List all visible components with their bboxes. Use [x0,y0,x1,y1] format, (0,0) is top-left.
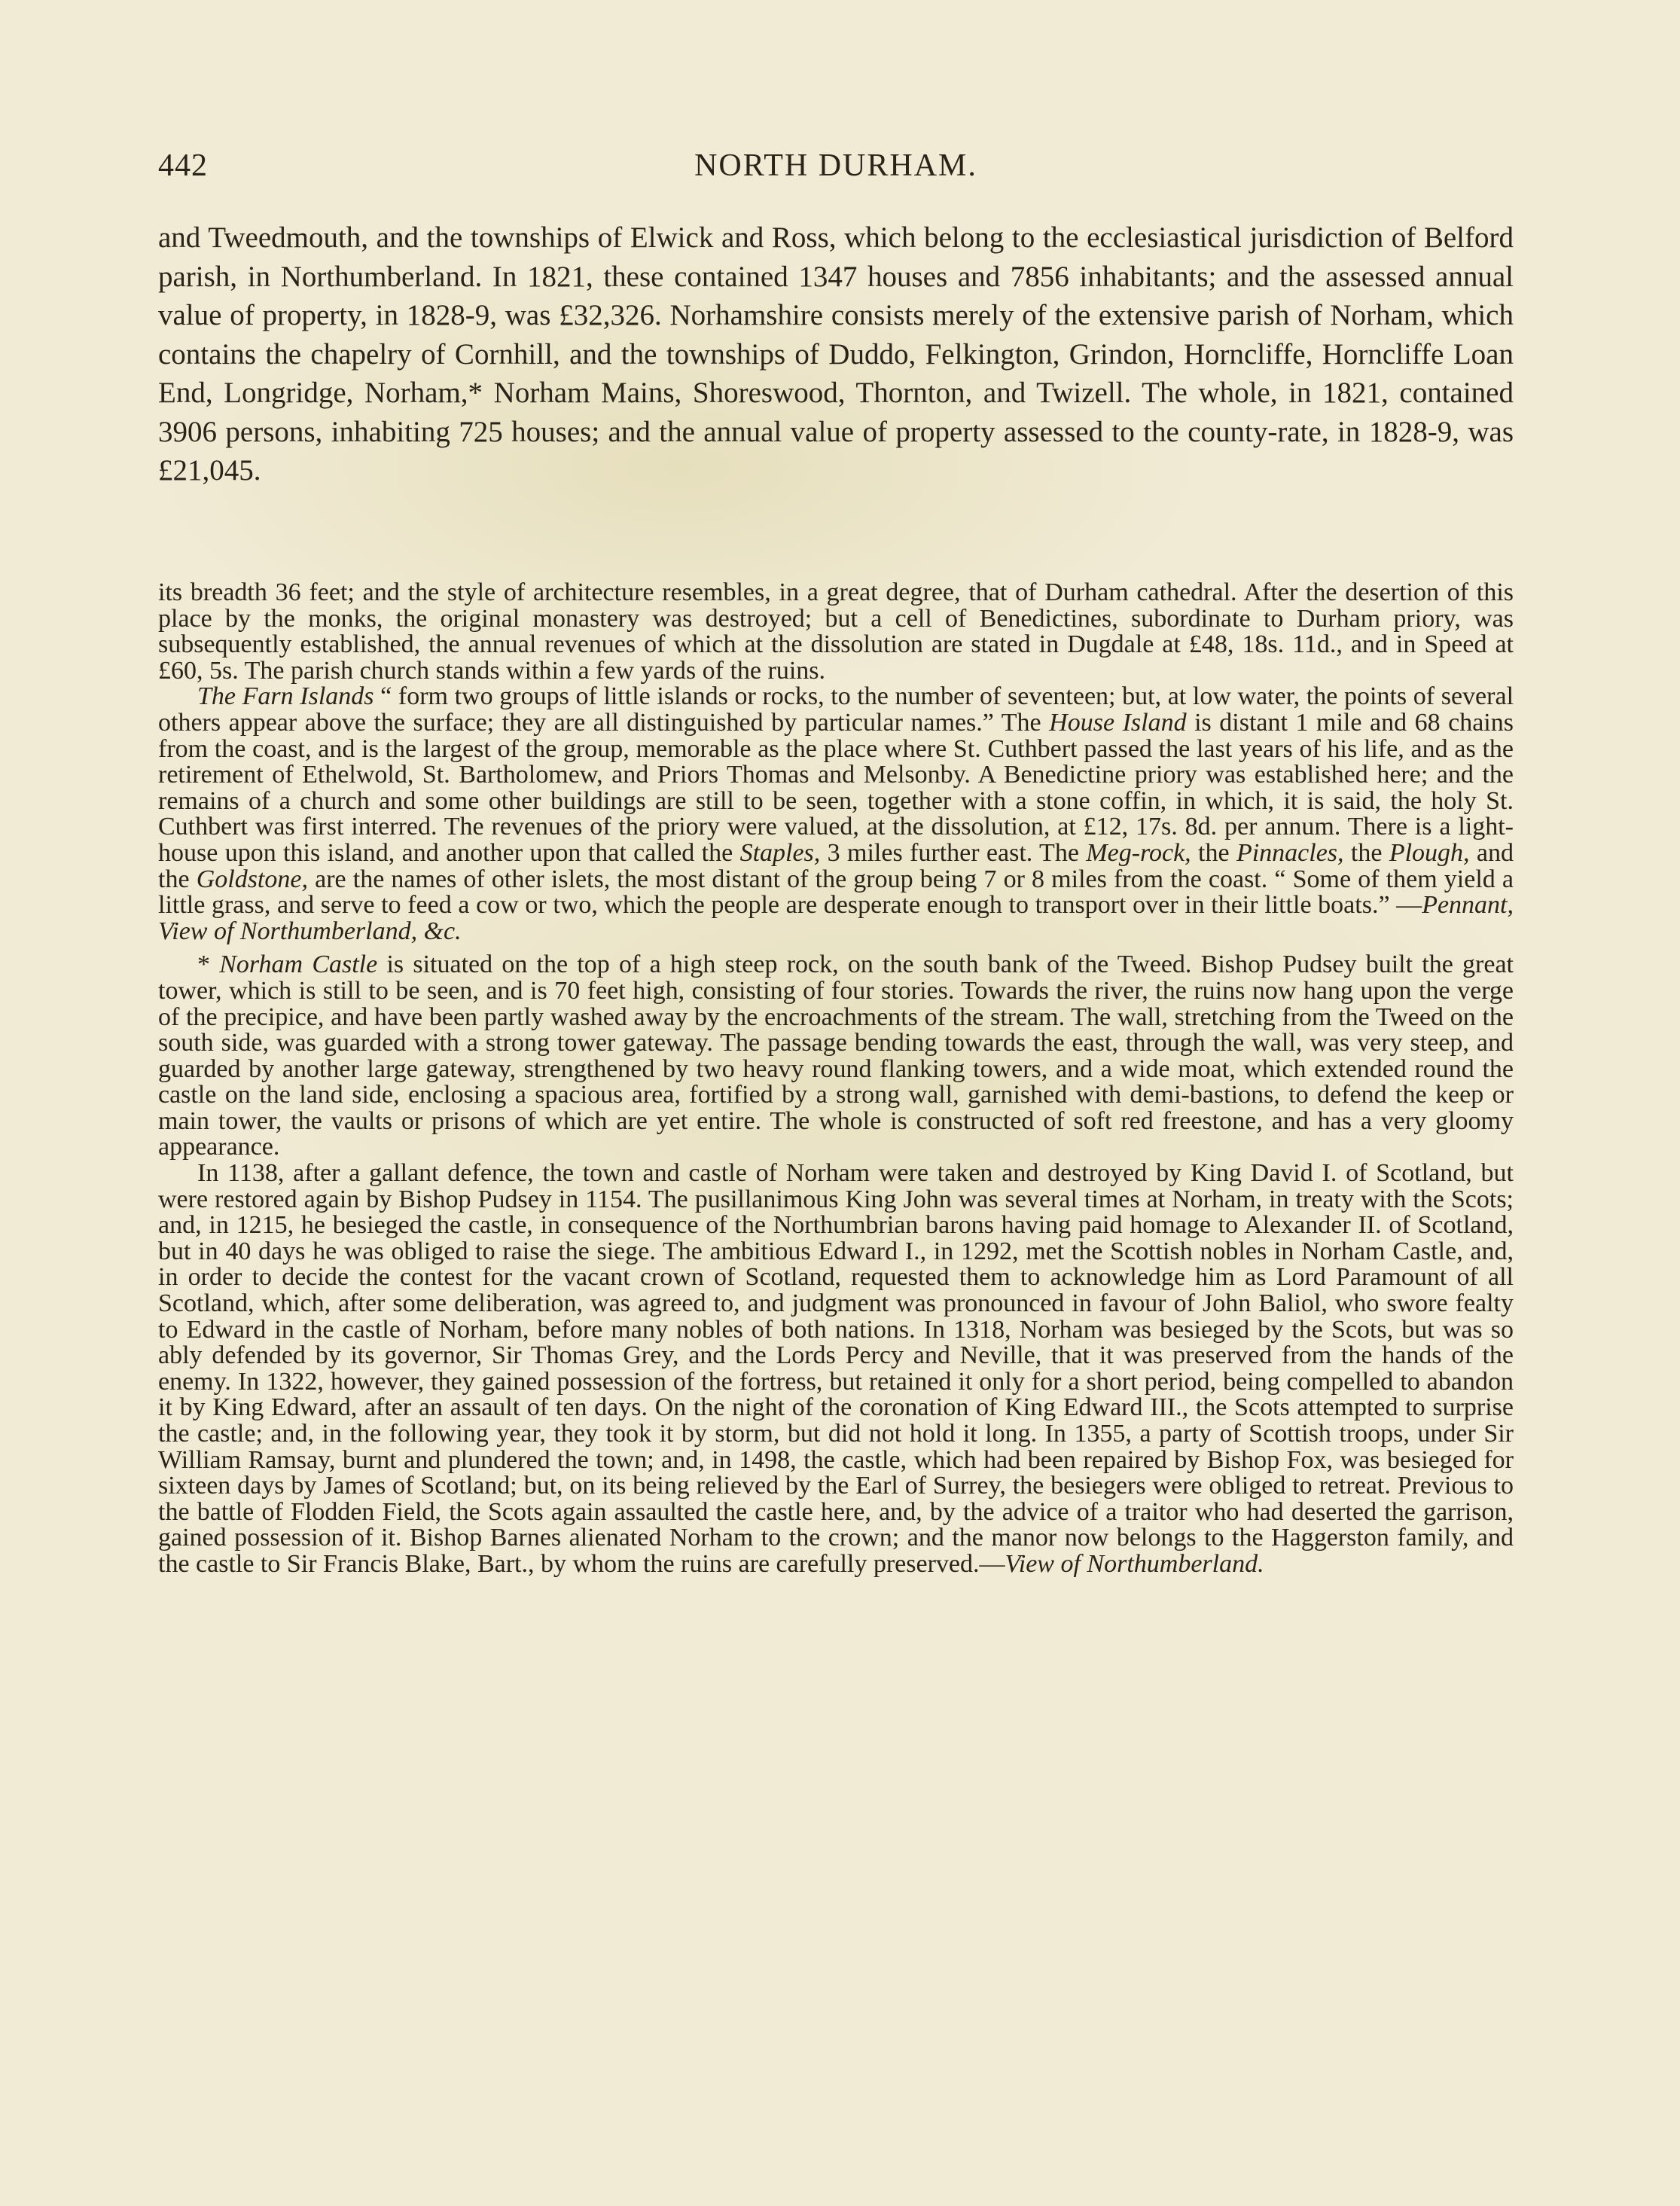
text-span: “ form two groups of little islands or rocks, to the number of seventeen; but, at low water, the points of several others appear above the surface; they are all distinguished by particular names.” The [158,682,1514,737]
italic-text: The Farn Islands [197,682,374,711]
text-span: 3 miles further east. The [820,838,1087,867]
italic-text: House Island [1049,708,1187,737]
page-header [158,148,1514,193]
footnote-farn-islands [158,684,1514,944]
footnote-norham-castle [158,952,1514,1161]
footnote-continuation: its breadth 36 feet; and the style of architecture resembles, in a great degree, that of Durham cathedral. After the desertion of this place by the monks, the original monastery was destroyed; but a cell of Benedictines, subordinate to Durham priory, was subsequently established, the annual revenues of which at the dissolution are stated in Dugdale at £48, 18s. 11d., and in Speed at £60, 5s. The parish church stands within a few yards of the ruins. [158,578,1514,685]
text-span: is distant 1 mile and 68 chains from the coast, and is the largest of the group, memorable as the place where St. Cuthbert passed the last years of his life, and as the retirement of Ethelwold, St. Bartholomew, and Priors Thomas and Melsonby. A Benedictine priory was established here; and the remains of a church and some other buildings are still to be seen, together with a stone coffin, in which, it is said, the holy St. Cuthbert was first interred. The revenues of the priory were valued, at the dissolution, at £12, 17s. 8d. per annum. There is a light-house upon this island, and another upon that called the [158,708,1514,867]
text-span: In 1138, after a gallant defence, the town and castle of Norham were taken and destroyed by King David I. of Scotland, but were restored again by Bishop Pudsey in 1154. The pusillanimous King John was several times at Norham, in treaty with the Scots; and, in 1215, he besieged the castle, in consequence of the Northumbrian barons having paid homage to Alexander II. of Scotland, but in 40 days he was obliged to raise the siege. The ambitious Edward I., in 1292, met the Scottish nobles in Norham Castle, and, in order to decide the contest for the vacant crown of Scotland, requested them to acknowledge him as Lord Paramount of all Scotland, which, after some deliberation, was agreed to, and judgment was pronounced in favour of John Baliol, who swore fealty to Edward in the castle of Norham, before many nobles of both nations. In 1318, Norham was besieged by the Scots, but was so ably defended by its governor, Sir Thomas Grey, and the Lords Percy and Neville, that it was preserved from the hands of the enemy. In 1322, however, they gained possession of the fortress, but retained it only for a short period, being compelled to abandon it by King Edward, after an assault of ten days. On the night of the coronation of King Edward III., the Scots attempted to surprise the castle; and, in the following year, they took it by storm, but did not hold it long. In 1355, a party of Scottish troops, under Sir William Ramsay, burnt and plundered the town; and, in 1498, the castle, which had been repaired by Bishop Fox, was besieged for sixteen days by James of Scotland; but, on its being relieved by the Earl of Surrey, the besiegers were obliged to retreat. Previous to the battle of Flodden Field, the Scots again assaulted the castle here, and, by the advice of a traitor who had deserted the garrison, gained possession of it. Bishop Barnes alienated Norham to the crown; and the manor now belongs to the Haggerston family, and the castle to Sir Francis Blake, Bart., by whom the ruins are carefully preserved.— [158,1159,1514,1578]
text-span: are the names of other islets, the most distant of the group being 7 or 8 miles from the coast. “ Some of them yield a little grass, and serve to feed a cow or two, which the people are desperate enough to transport over in their little boats.” — [158,865,1514,920]
text-span: the [1343,838,1389,867]
text-span: and the [158,838,1514,893]
text-span: the [1191,838,1236,867]
italic-text: Norham Castle [219,950,378,979]
italic-text: Pennant, View of Northumberland, &c. [158,891,1514,945]
main-body-paragraph: and Tweedmouth, and the townships of Elwick and Ross, which belong to the ecclesiastical jurisdiction of Belford parish, in Northumberland. In 1821, these contained 1347 houses and 7856 inhabitants; and the assessed annual value of property, in 1828-9, was £32,326. Norhamshire consists merely of the extensive parish of Norham, which contains the chapelry of Cornhill, and the townships of Duddo, Felkington, Grindon, Horncliffe, Horncliffe Loan End, Longridge, Norham,* Norham Mains, Shoreswood, Thornton, and Twizell. The whole, in 1821, contained 3906 persons, inhabiting 725 houses; and the annual value of property assessed to the county-rate, in 1828-9, was £21,045. [158,221,1514,487]
footnote-marker: * [197,950,220,979]
page-number: 442 [158,148,208,183]
italic-text: Pinnacles, [1236,838,1344,867]
footnotes-block [158,580,1514,1578]
text-span: is situated on the top of a high steep rock, on the south bank of the Tweed. Bishop Pudsey built the great tower, which is still to be seen, and is 70 feet high, consisting of four stories. Towards the river, the ruins now hang upon the verge of the precipice, and have been partly washed away by the encroachments of the stream. The wall, stretching from the Tweed on the south side, was guarded with a strong tower gateway. The passage bending towards the east, through the wall, was very steep, and guarded by another large gateway, strengthened by two heavy round flanking towers, and a wide moat, which extended round the castle on the land side, enclosing a spacious area, fortified by a strong wall, garnished with demi-bastions, to defend the keep or main tower, the vaults or prisons of which are yet entire. The whole is constructed of soft red freestone, and has a very gloomy appearance. [158,950,1514,1161]
italic-text: Meg-rock, [1086,838,1191,867]
footnote-norham-history [158,1161,1514,1578]
italic-text: Plough, [1389,838,1470,867]
running-title: NORTH DURHAM. [694,148,977,183]
italic-text: Staples, [739,838,821,867]
italic-text: Goldstone, [196,865,308,893]
italic-text: View of Northumberland. [1005,1549,1264,1578]
